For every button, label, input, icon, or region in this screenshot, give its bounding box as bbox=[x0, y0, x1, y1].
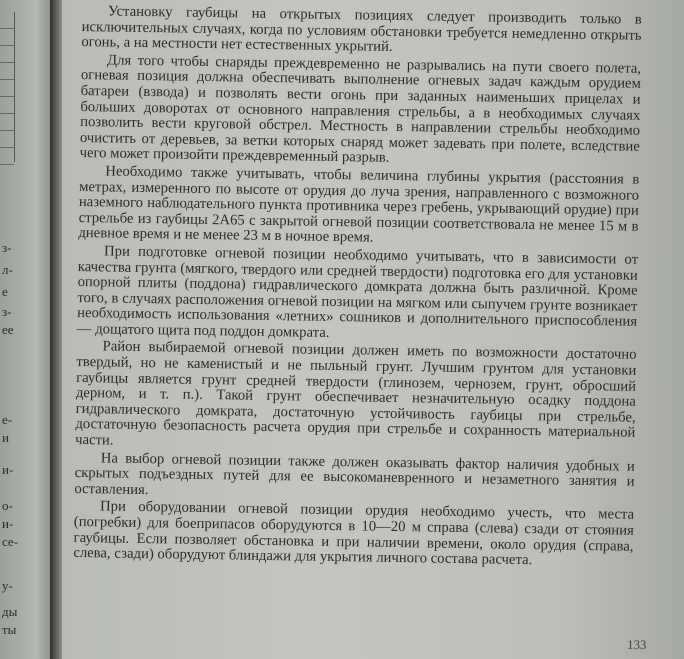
left-page-text-fragment: ее bbox=[2, 322, 14, 337]
page-number: 133 bbox=[626, 636, 647, 653]
paragraph: Необходимо также учитывать, чтобы величина глубины укрытия (расстояния в метрах, измеренного по высоте от орудия до луча зрения, направленного с возможного наземного наблюдательного пункта противника через гребень, укрывающий орудие) при стрельбе из гаубицы 2А65 с закрытой огневой позиции соответствовала не менее 15 м в дневное время и не менее 23 м в ночное время. bbox=[78, 163, 640, 246]
left-page-text-fragment: о- bbox=[2, 498, 13, 513]
left-page-text-fragment: се- bbox=[2, 534, 19, 549]
left-page-text-fragment: у- bbox=[2, 578, 13, 593]
left-page-edge bbox=[0, 0, 52, 659]
left-page-text-fragment: з- bbox=[2, 304, 12, 319]
book-page bbox=[62, 0, 684, 659]
paragraph: Район выбираемой огневой позиции должен иметь по возможности достаточно твердый, но не каменистый и не пыльный грунт. Лучшим грунтом для установки гаубицы является грунт средней твердости (глинозем, чернозем, грунт, обросший дерном, и т. п.). Такой грунт обеспечивает незначительную осадку поддона гидравлического домкрата, достаточную устойчивость гаубицы при стрельбе, достаточную безопасность расчета орудия при стрельбе и сохранность материальной части. bbox=[75, 338, 637, 449]
left-page-table-fragment bbox=[0, 12, 15, 162]
left-page-text-fragment: з- bbox=[2, 240, 12, 255]
left-page-text-fragment: л- bbox=[2, 262, 13, 277]
paragraph: При подготовке огневой позиции необходимо учитывать, что в зависимости от качества грунта (мягкого, твердого или средней твердости) подготовка его для установки опорной плиты (поддона) гидравлического домкрата должна быть различной. Кроме того, в случаях расположения огневой позиции на мягком или сыпучем грунте возникает необходимость использования «летних» сошников и дополнительного приспособления — дощатого щита под поддон домкрата. bbox=[76, 243, 639, 341]
left-page-text-fragment: е- bbox=[2, 412, 13, 427]
left-page-text-fragment: е bbox=[2, 284, 8, 299]
left-page-text-fragment: и- bbox=[2, 462, 14, 477]
left-page-text-fragment: и bbox=[2, 430, 9, 445]
paragraph: На выбор огневой позиции также должен оказывать фактор наличия удобных и скрытых подъездных путей для ее высокоманевренного и незаметного занятия и оставления. bbox=[74, 449, 635, 498]
page-body bbox=[73, 4, 642, 573]
left-page-text-fragment: и- bbox=[2, 516, 14, 531]
paragraph: Установку гаубицы на открытых позициях следует производить только в исключительных случаях, когда по условиям обстановки требуется немедленно открыть огонь, а на местности нет естественных укрытий. bbox=[81, 3, 642, 56]
paragraph: Для того чтобы снаряды преждевременно не разрывались на пути своего полета, огневая позиция должна обеспечивать выполнение огневых задач каждым орудием батареи (взвода) и позволять вести огонь при заданных наименьших прицелах и больших доворотах от основного направления стрельбы, а в необходимых случаях позволить вести круговой обстрел. Местность в направлении стрельбы необходимо очистить от деревьев, за ветки которых снаряд может задевать при полете, вследствие чего может произойти преждевременный разрыв. bbox=[79, 52, 642, 167]
paragraph: При оборудовании огневой позиции орудия необходимо учесть, что места (погребки) для боеприпасов оборудуются в 10—20 м справа (слева) сзади от стояния гаубицы. Если позволяет обстановка и при наличии времени, около орудия (справа, слева, сзади) оборудуют блиндажи для укрытия личного состава расчета. bbox=[73, 498, 635, 569]
left-page-text-fragment: ды bbox=[2, 604, 18, 619]
left-page-text-fragment: ты bbox=[2, 622, 17, 637]
